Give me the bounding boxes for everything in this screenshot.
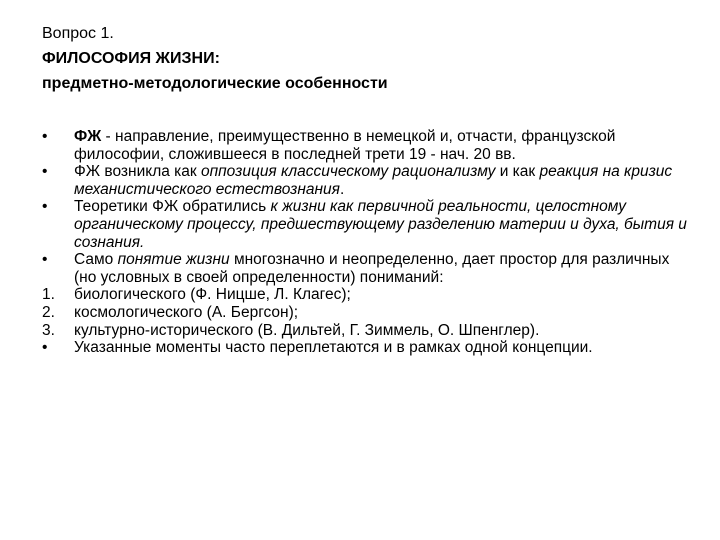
list-item-text: [74, 198, 692, 251]
list-marker: •: [42, 128, 48, 145]
list-item: [42, 128, 692, 163]
emphasis-text: оппозиция классическому рационализму: [201, 163, 496, 181]
text-fragment: Теоретики ФЖ обратились: [74, 198, 271, 216]
numbered-item: [42, 322, 692, 340]
list-item-text: биологического (Ф. Ницше, Л. Клагес);: [74, 286, 351, 304]
list-number: 1.: [42, 286, 55, 304]
list-number: 2.: [42, 303, 55, 321]
numbered-item: [42, 304, 692, 322]
slide-title: ФИЛОСОФИЯ ЖИЗНИ:: [42, 50, 220, 67]
list-item-text: культурно-исторического (В. Дильтей, Г. Зиммель, О. Шпенглер).: [74, 321, 540, 339]
list-marker: •: [42, 198, 48, 216]
emphasis-text: понятие жизни: [117, 251, 230, 269]
slide-subtitle: предметно-методологические особенности: [42, 75, 388, 92]
list-item-text: [74, 251, 692, 286]
list-number: 3.: [42, 321, 55, 339]
list-item: [42, 198, 692, 251]
list-item: [42, 339, 692, 357]
content-list: [42, 128, 692, 357]
list-marker: •: [42, 163, 48, 181]
text-fragment: и как: [495, 163, 540, 181]
text-fragment: .: [339, 180, 345, 198]
text-fragment: ФЖ возникла как: [74, 163, 201, 181]
list-marker: •: [42, 251, 48, 269]
list-marker: •: [42, 339, 48, 357]
text-fragment: многозначно и неопределенно, дает простор для различных (но условных в своей определенности) пониманий:: [74, 251, 670, 286]
list-item-text: [74, 163, 692, 198]
text-fragment: - направление, преимущественно в немецкой и, отчасти, французской философии, сложившееся в последней трети 19 - нач. 20 вв.: [74, 128, 616, 163]
list-item-text: Указанные моменты часто переплетаются и в рамках одной концепции.: [74, 339, 593, 357]
list-item: [42, 251, 692, 286]
text-fragment: Само: [74, 251, 118, 269]
emphasis-text: реакция на кризис механистического естествознания: [74, 163, 673, 198]
term-fzh: ФЖ: [74, 128, 102, 145]
emphasis-text: к жизни как первичной реальности, целостному органическому процессу, предшествующему разделению материи и духа, бытия и сознания.: [74, 198, 687, 251]
question-label: Вопрос 1.: [42, 25, 114, 42]
numbered-item: [42, 286, 692, 304]
list-item-text: [74, 128, 692, 163]
slide-header: [42, 21, 702, 96]
list-item: [42, 163, 692, 198]
list-item-text: космологического (А. Бергсон);: [74, 303, 299, 321]
